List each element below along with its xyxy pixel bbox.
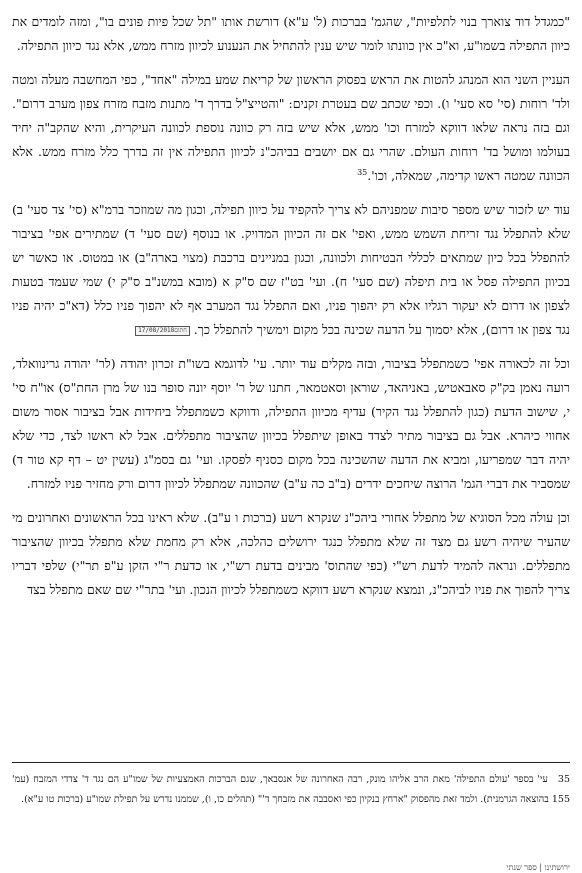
paragraph-2-text: העניין השני הוא המנהג להטות את הראש בפסוק הראשון של קריאת שמע במילה "אחד", כפי המחשבה מעלה ומטה ולד' רוחות (סי' סא סעי' ו). וכפי שכתב שם בעטרת זקנים: "והטייצ"ל בדרך ד' מתנות מזבח מזרח צפון מערב דרום". וגם בזה נראה שלאו דווקא למזרח וכו' ממש, אלא שיש בזה רק כוונה נוספת לכוונה העיקרית, והיא שהקב"ה יחיד בעולמו ומושל בד' רוחות העולם. שהרי גם אם יושבים בביהכ"נ לכיוון התפילה אין זה בדרך כלל מזרח ממש. אלא הכוונה שמטה ראשו קדימה, שמאלה, וכו'. (12, 72, 570, 183)
paragraph-2 (12, 68, 570, 188)
paragraph-5: וכן עולה מכל הסוגיא של מתפלל אחורי ביהכ"נ שנקרא רשע (ברכות ו ע"ב). שלא ראינו בכל הראשונים ואחרונים מי שהעיר שיהיה רשע גם מצד זה שלא מתפלל כנגד ירושלים כהלכה, אלא רק מחמת שלא מתפלל בכיוון שהציבור מתפללים. ונראה להמיד לדעת רש"י (כפי שהתוס' מבינים בדעת רש"י, או כדעת ר"י הזקן ע"פ תר"י) שלפי דבריו צריך להפוך את פניו לביהכ"נ, ונמצא שנקרא רשע דווקא כשמתפלל לכיוון הנכון. ועי' בתר"י שם שאם מתפלל בצד (12, 510, 570, 597)
paragraph-3 (12, 198, 570, 342)
running-footer: ירושתינו | ספר שנתי (506, 863, 570, 872)
paragraph-4: וכל זה לכאורה אפי' כשמתפלל בציבור, ובזה מקלים עוד יותר. עי' לדוגמא בשו"ת זכרון יהודה (לר' יהודה גרינוואלד, רועה נאמן בק"ק סאבאטיש, באניהאד, שוראן וסאטמאר, חתנו של ר' יוסף יונה סופר בנו של מרן החת"ס) או"ח סי' י, שישוב הדעת (כגון להתפלל נגד הקיר) עדיף מכיוון התפילה, ודווקא כשמתפלל ביחידות אבל בציבור אסור משום אחווי כיהרא. אבל גם בציבור מתיר לצדד באופן שיתפלל בכיוון שהציבור מתפללים. אבל לא ראשו לצד, כדי שלא יהיה דבר שמפריעו, ומביא את הדעה שהשכינה בכל מקום כסניף לפסקו. ועי' גם בסמ"ג (עשין יט – דף קא טור ד) שמסביר את דברי הגמ' הרוצה שיחכים ידרים (ב"ב כה ע"ב) שהכוונה שמתפלל לכיוון דרום ורק מחזיר פניו למזרח. (12, 356, 570, 491)
footnote-text: עי' בספר 'עולם התפילה' מאת הרב אליהו מונק, רבה האחרונה של אנסבאך, שגם הברכות האמצעיות של שמו"ע הם נגד ד' צדדי המזבח (עמ' 155 בהוצאה הגרמנית). ולמד זאת מהפסוק "ארחץ בנקיון כפי ואסבבה את מזבחך ד'" (תהלים כו, ו), שממנו נדרש על תפילת שמו"ע (ברכות טו ע"א). (12, 774, 570, 805)
date-stamp: 17/08/2018חתום (135, 326, 190, 336)
footnote-divider (12, 762, 570, 763)
footnote-reference[interactable]: 35 (357, 167, 368, 177)
paragraph-1: "כמגדל דוד צוארך בנוי לתלפיות", שהגמ' בברכות (ל' ע"א) דורשת אותו "תל שכל פיות פונים בו", ומזה לומדים את כיוון התפילה בשמו"ע, וא"כ אין כוונתו לומר שיש ענין להתחיל את הנענוע לכיוון מזרח ממש, אלא נגד כיוון התפילה. (12, 14, 570, 53)
footnote-number: 35 (557, 774, 570, 785)
paragraph-3-text: עוד יש לזכור שיש מספר סיבות שמפניהם לא צריך להקפיד על כיוון תפילה, וכגון מה שמוזכר ברמ"א (סי' צד סעי' ב) שלא להתפלל נגד זריחת השמש ממש, ואפי' אם זה הכיוון המדויק. או בנוסף (שם סעי' ד) שמתירים אפי' בציבור להתפלל בכל כיון שמתאים לכללי הבטיחות ולכוונה, וכגון במניינים ברכבת (מצוי בארה"ב) או במטוס. או כאשר יש בכיוון התפילה פסל או בית תיפלה (שם סעי' ח). ועי' בט"ז שם ס"ק א (מובא במשנ"ב ס"ק י) שמי שעמד בטעות לצפון או דרום לא יעקור רגליו אלא רק יהפוך פניו, ואם התפלל נגד המערב אף לא יהפוך פניו כלל (דא"כ יהיה פניו נגד צפון או דרום), אלא יסמוך על הדעה שכינה בכל מקום וימשיך להתפלל כך. (12, 202, 570, 337)
footnote-35 (12, 770, 570, 810)
